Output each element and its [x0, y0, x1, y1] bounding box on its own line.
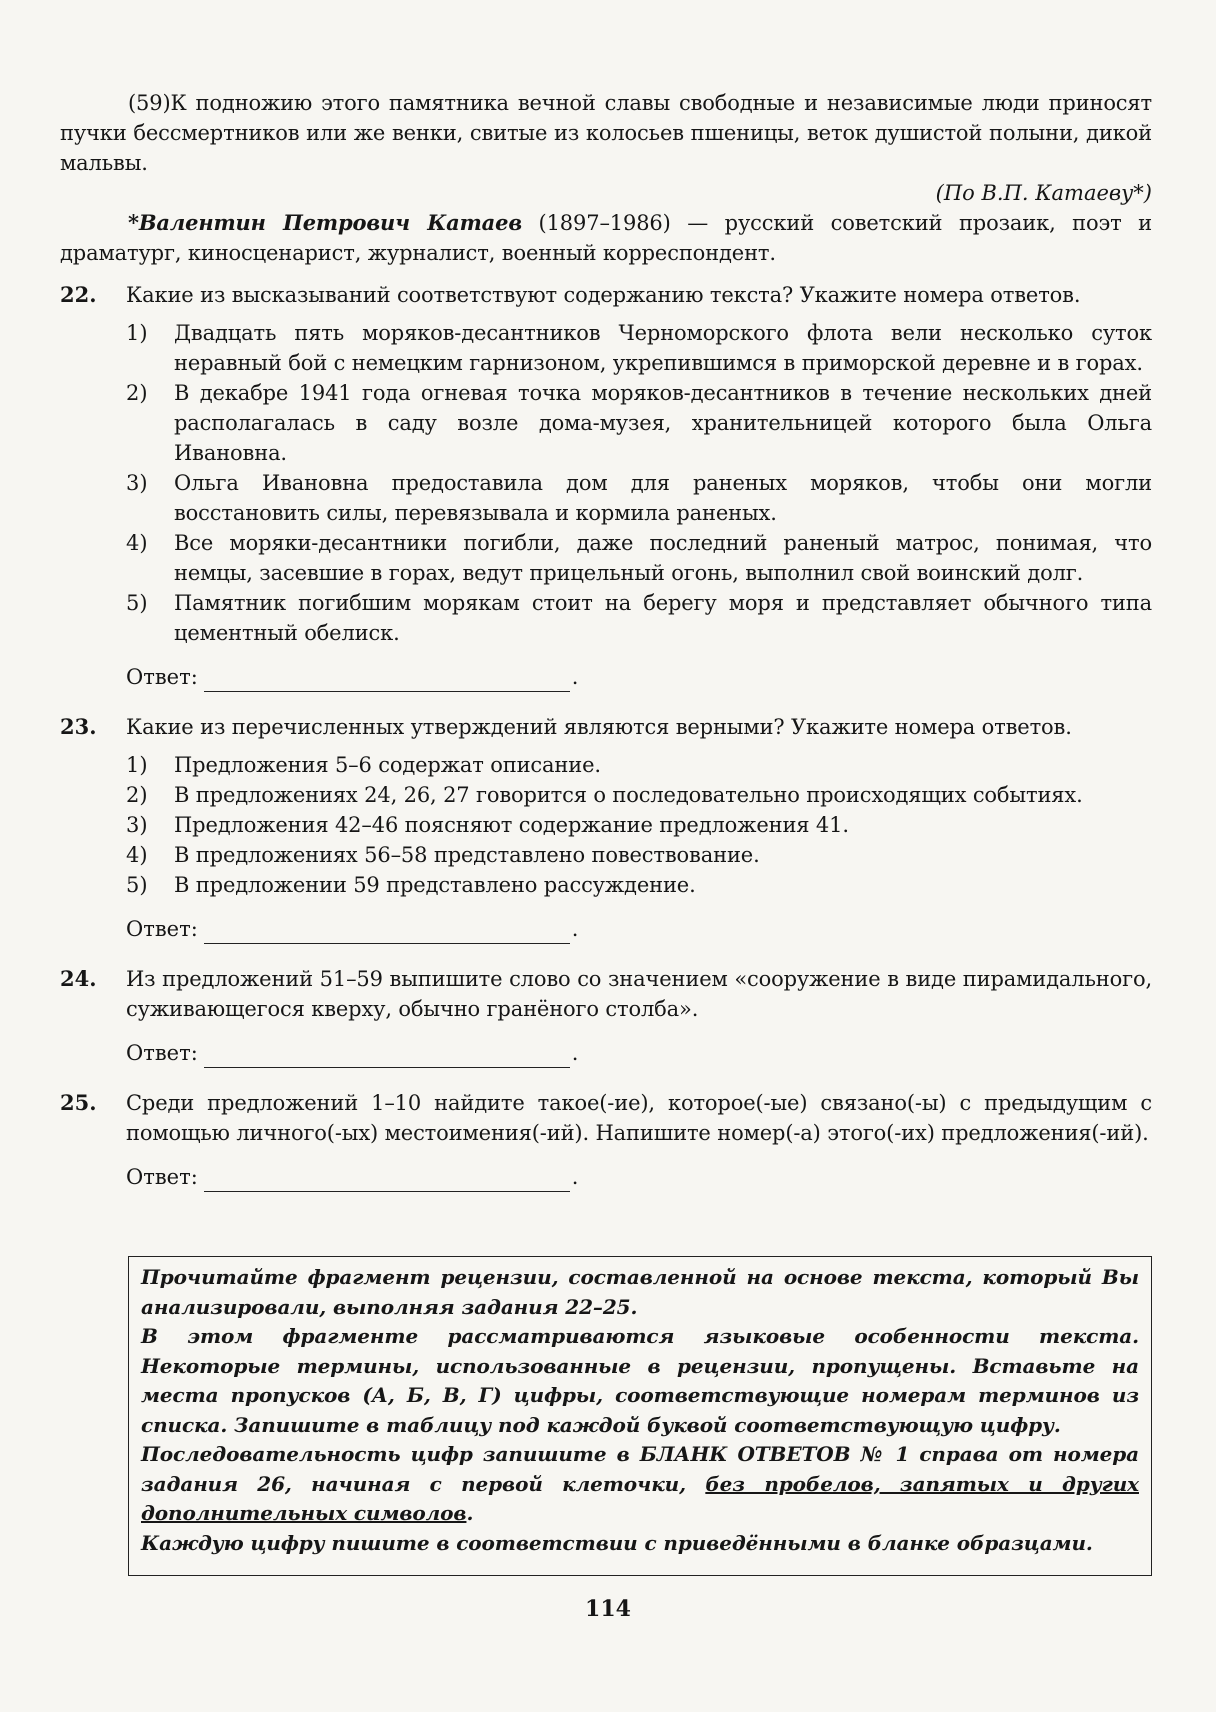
answer-line[interactable]	[204, 921, 570, 944]
answer-line[interactable]	[204, 1169, 570, 1192]
answer-label: Ответ:	[126, 1041, 198, 1065]
page-content	[60, 88, 1152, 1192]
instruction-p4: Каждую цифру пишите в соответствии с приведёнными в бланке образцами.	[141, 1530, 1093, 1555]
instruction-p3-end: .	[466, 1501, 474, 1525]
answer-field-25[interactable]: Ответ: .	[126, 1162, 1152, 1192]
option-number: 2)	[126, 381, 148, 405]
attribution: (По В.П. Катаеву*)	[935, 181, 1152, 205]
task-number: 22.	[60, 282, 97, 307]
option	[126, 588, 1152, 648]
option-number: 5)	[126, 873, 148, 897]
option	[126, 780, 1152, 810]
answer-line[interactable]	[204, 1045, 570, 1068]
instruction-p2: В этом фрагменте рассматриваются языковые особенности текста. Некоторые термины, использованные в рецензии, пропущены. Вставьте на места пропусков (А, Б, В, Г) цифры, соответствующие номерам терминов из списка. Запишите в таблицу под каждой буквой соответствующую цифру.	[141, 1324, 1139, 1437]
task-number: 24.	[60, 966, 97, 991]
task-24	[60, 964, 1152, 1068]
instruction-p1: Прочитайте фрагмент рецензии, составленной на основе текста, который Вы анализировали, выполняя задания 22–25.	[141, 1265, 1139, 1319]
task-number: 25.	[60, 1090, 97, 1115]
option-number: 1)	[126, 753, 148, 777]
option-text: Двадцать пять моряков-десантников Черноморского флота вели несколько суток неравный бой с немецким гарнизоном, укрепившимся в приморской деревне и в горах.	[174, 321, 1152, 375]
answer-field-24[interactable]: Ответ: .	[126, 1038, 1152, 1068]
options-list	[126, 750, 1152, 900]
instruction-p3-start: Последовательность цифр запишите в БЛАНК ОТВЕТОВ № 1 справа от номера задания 26, начиная с первой клеточки,	[141, 1442, 1139, 1496]
author-bio	[60, 208, 1152, 268]
options-list	[126, 318, 1152, 648]
option	[126, 750, 1152, 780]
answer-label: Ответ:	[126, 665, 198, 689]
answer-line[interactable]	[204, 669, 570, 692]
option-text: Предложения 5–6 содержат описание.	[174, 753, 601, 777]
instruction-p3-underlined: без пробелов, запятых и других дополнительных символов	[141, 1471, 1139, 1525]
author-bio-text: (1897–1986) — русский советский прозаик, поэт и драматург, киносценарист, журналист, военный корреспондент.	[60, 211, 1152, 265]
option-number: 3)	[126, 471, 148, 495]
option-number: 1)	[126, 321, 148, 345]
option	[126, 468, 1152, 528]
option	[126, 318, 1152, 378]
option-text: В декабре 1941 года огневая точка моряков-десантников в течение нескольких дней располагалась в саду возле дома-музея, хранительницей которого была Ольга Ивановна.	[174, 381, 1152, 465]
author-name: *Валентин Петрович Катаев	[128, 210, 522, 235]
answer-field-22[interactable]: Ответ: .	[126, 662, 1152, 692]
option-number: 4)	[126, 843, 148, 867]
instruction-p3	[141, 1440, 1139, 1529]
task-22	[60, 280, 1152, 692]
option	[126, 528, 1152, 588]
option-text: В предложениях 56–58 представлено повествование.	[174, 843, 760, 867]
option	[126, 870, 1152, 900]
option-text: В предложениях 24, 26, 27 говорится о последовательно происходящих событиях.	[174, 783, 1083, 807]
task-question: Какие из высказываний соответствуют содержанию текста? Укажите номера ответов.	[126, 283, 1081, 307]
task-25	[60, 1088, 1152, 1192]
intro-paragraph: (59)К подножию этого памятника вечной славы свободные и независимые люди приносят пучки бессмертников или же венки, свитые из колосьев пшеницы, веток душистой полыни, дикой мальвы.	[60, 91, 1152, 175]
answer-field-23[interactable]: Ответ: .	[126, 914, 1152, 944]
option-number: 5)	[126, 591, 148, 615]
option	[126, 378, 1152, 468]
answer-label: Ответ:	[126, 1165, 198, 1189]
option-number: 3)	[126, 813, 148, 837]
option	[126, 810, 1152, 840]
task-question: Какие из перечисленных утверждений являются верными? Укажите номера ответов.	[126, 715, 1072, 739]
page-number: 114	[585, 1596, 631, 1622]
option-number: 2)	[126, 783, 148, 807]
option-text: Предложения 42–46 поясняют содержание предложения 41.	[174, 813, 849, 837]
option	[126, 840, 1152, 870]
instruction-box	[128, 1256, 1152, 1576]
task-question: Среди предложений 1–10 найдите такое(-ие), которое(-ые) связано(-ы) с предыдущим с помощью личного(-ых) местоимения(-ий). Напишите номер(-а) этого(-их) предложения(-ий).	[126, 1091, 1152, 1145]
option-text: В предложении 59 представлено рассуждение.	[174, 873, 696, 897]
task-question: Из предложений 51–59 выпишите слово со значением «сооружение в виде пирамидального, суживающегося кверху, обычно гранёного столба».	[126, 967, 1152, 1021]
option-text: Все моряки-десантники погибли, даже последний раненый матрос, понимая, что немцы, засевшие в горах, ведут прицельный огонь, выполнил свой воинский долг.	[174, 531, 1152, 585]
option-text: Памятник погибшим морякам стоит на берегу моря и представляет обычного типа цементный обелиск.	[174, 591, 1152, 645]
answer-label: Ответ:	[126, 917, 198, 941]
task-number: 23.	[60, 714, 97, 739]
option-text: Ольга Ивановна предоставила дом для раненых моряков, чтобы они могли восстановить силы, перевязывала и кормила раненых.	[174, 471, 1152, 525]
task-23	[60, 712, 1152, 944]
option-number: 4)	[126, 531, 148, 555]
